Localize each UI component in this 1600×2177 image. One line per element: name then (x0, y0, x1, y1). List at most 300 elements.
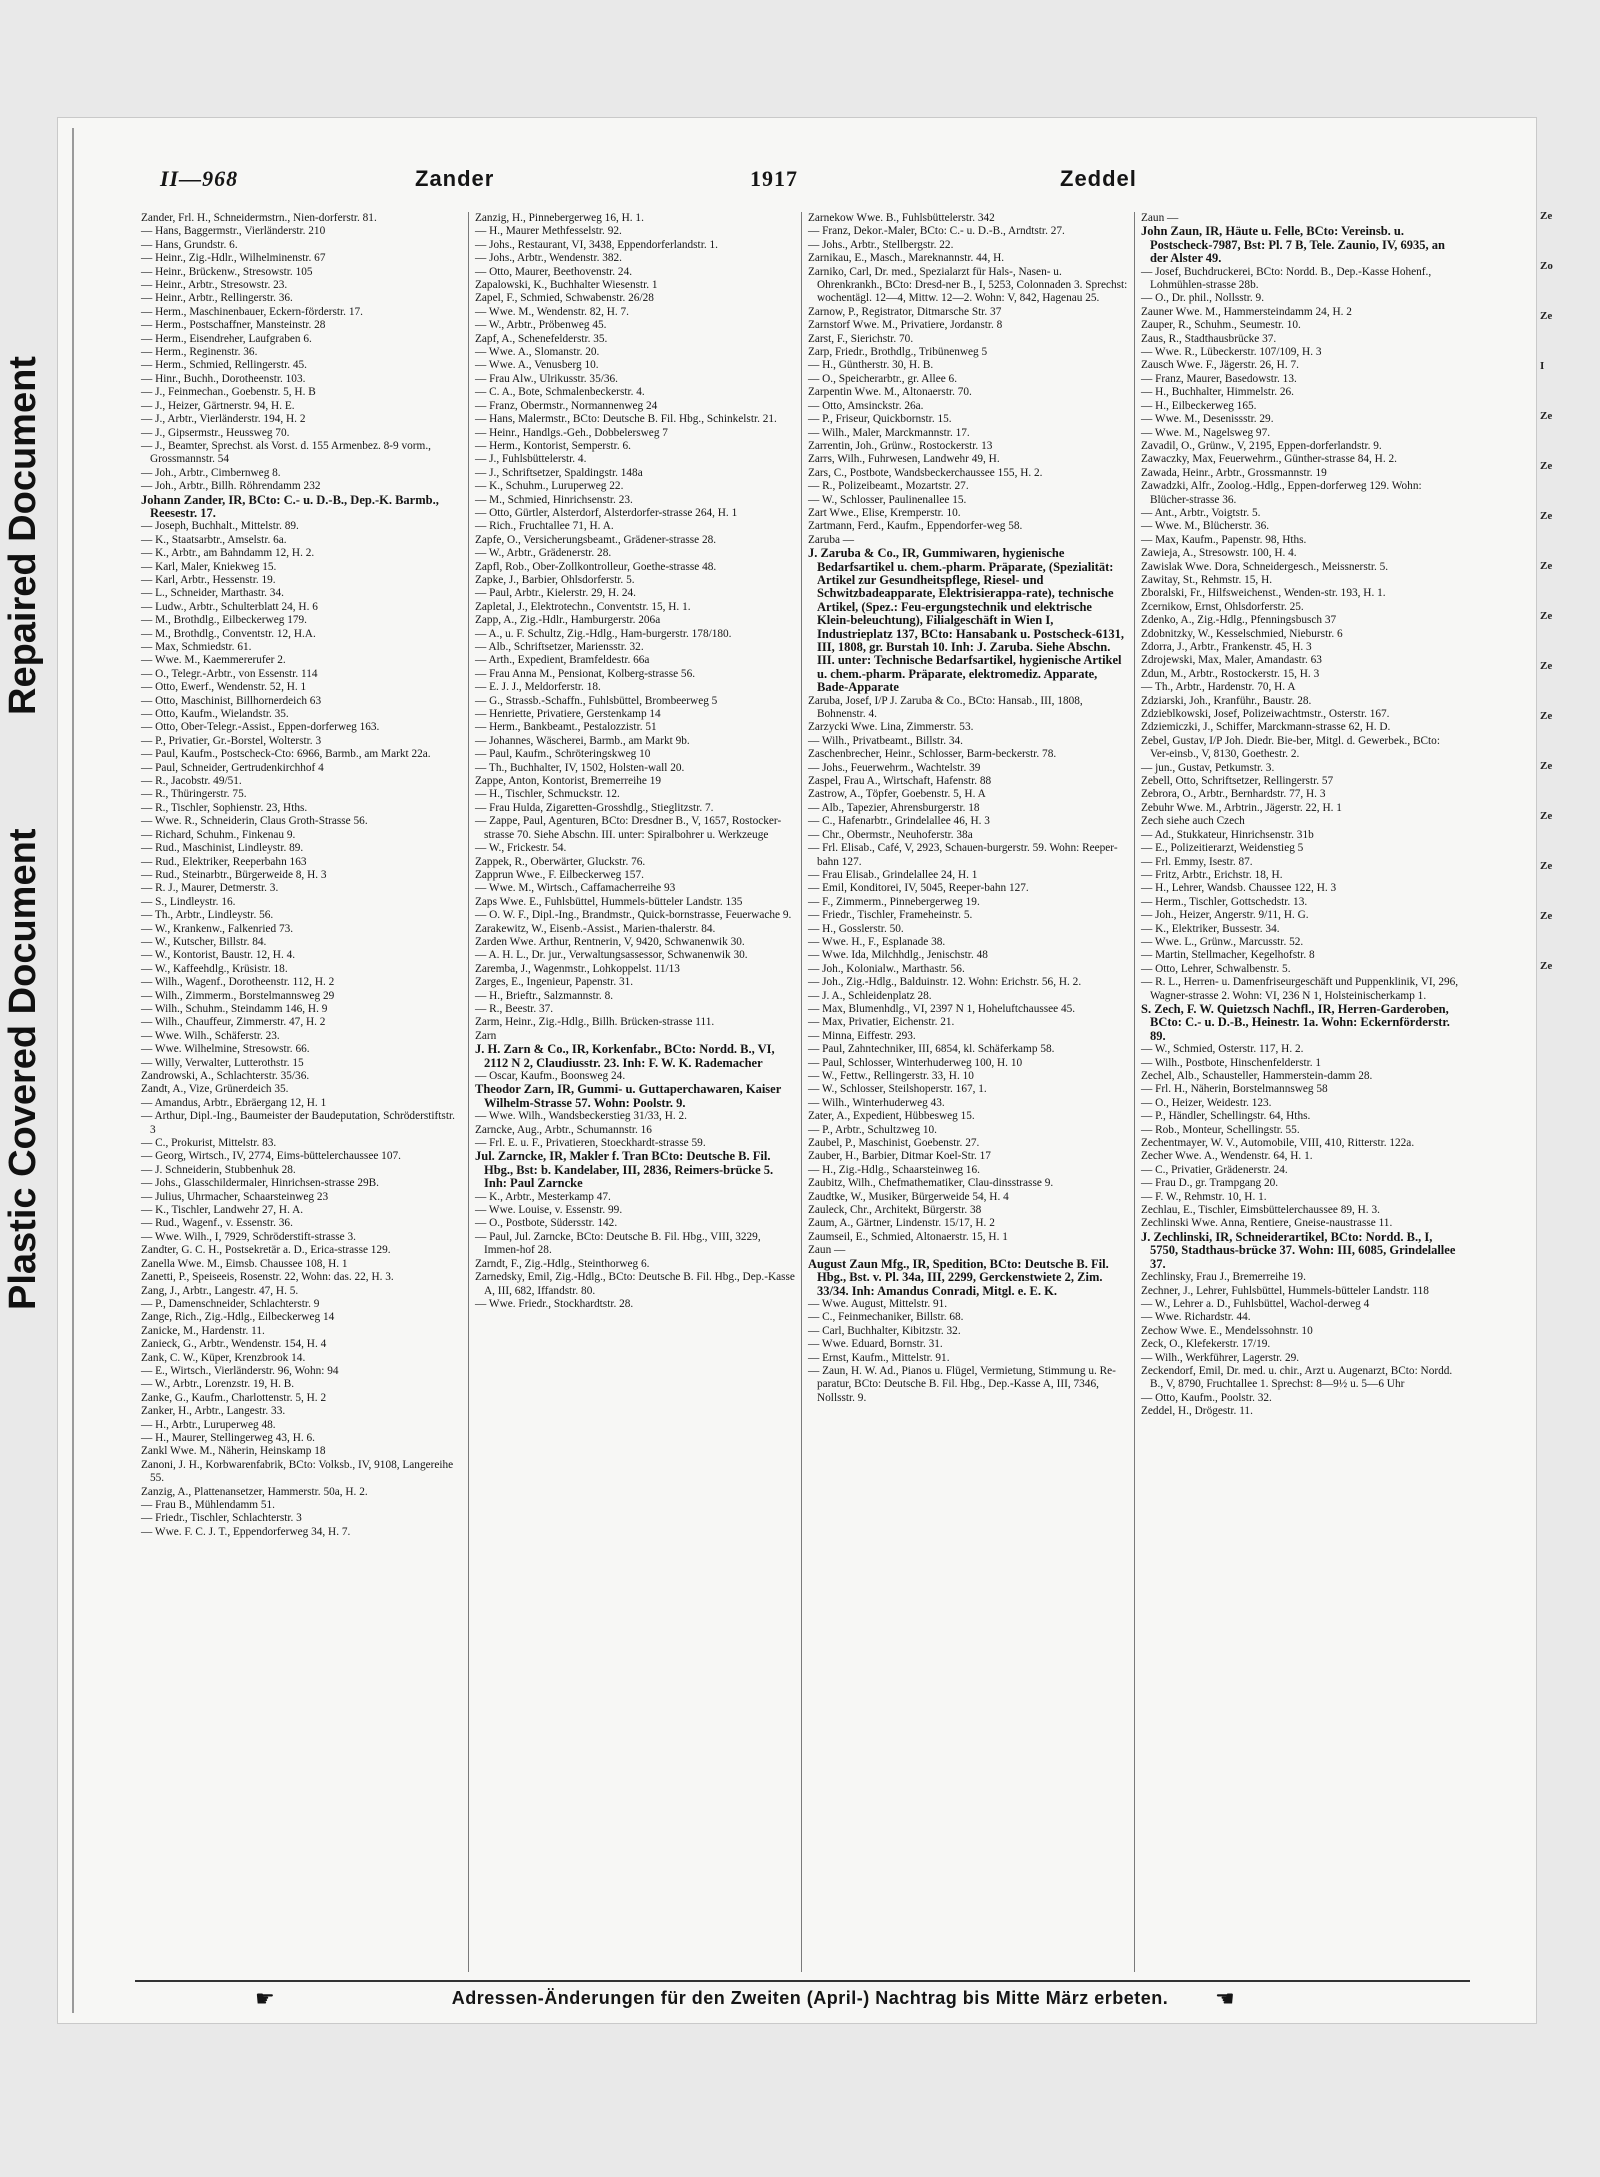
directory-entry: — P., Friseur, Quickbornstr. 15. (808, 413, 952, 426)
directory-entry: Zapalowski, K., Buchhalter Wiesenstr. 1 (475, 279, 658, 292)
directory-entry: — K., Arbtr., am Bahndamm 12, H. 2. (141, 547, 315, 560)
directory-entry: — Frau Anna M., Pensionat, Kolberg-strasse 56. (475, 667, 696, 680)
directory-entry: — Th., Arbtr., Lindleystr. 56. (141, 909, 274, 922)
directory-entry: — H., Brieftr., Salzmannstr. 8. (475, 989, 614, 1002)
directory-entry: — L., Schneider, Marthastr. 34. (141, 587, 284, 600)
directory-entry: — Wilh., Postbote, Hinschenfelderstr. 1 (1141, 1056, 1322, 1069)
directory-entry: — Ad., Stukkateur, Hinrichsenstr. 31b (1141, 828, 1314, 841)
directory-entry: — O., Speicherarbtr., gr. Allee 6. (808, 372, 958, 385)
directory-entry: — Frau Hulda, Zigaretten-Grosshdlg., Stieglitzstr. 7. (475, 801, 714, 814)
directory-entry: Zechlau, E., Tischler, Eimsbüttelerchaussee 89, H. 3. (1141, 1204, 1380, 1217)
directory-entry: Zaum, A., Gärtner, Lindenstr. 15/17, H. 2 (808, 1217, 995, 1230)
directory-entry: Zavadil, O., Grünw., V, 2195, Eppen-dorferlandstr. 9. (1141, 439, 1382, 452)
header-year: 1917 (750, 166, 798, 191)
directory-entry: Zang, J., Arbtr., Langestr. 47, H. 5. (141, 1284, 299, 1297)
directory-entry: — Georg, Wirtsch., IV, 2774, Eims-büttelerchaussee 107. (141, 1150, 401, 1163)
directory-entry: — Wwe. M., Kaemmererufer 2. (141, 654, 286, 667)
directory-entry: — O., Postbote, Südersstr. 142. (475, 1217, 618, 1230)
directory-entry: Zaremba, J., Wagenmstr., Lohkoppelst. 11/13 (475, 962, 680, 975)
directory-entry: — W., Schlosser, Steilshoperstr. 167, 1. (808, 1083, 987, 1096)
directory-entry: — Wwe. Ida, Milchhdlg., Jenischstr. 48 (808, 949, 988, 962)
bleed-text: Ze (1540, 610, 1553, 622)
directory-entry: — Wwe. Wilh., Schäferstr. 23. (141, 1029, 280, 1042)
directory-entry: Johann Zander, IR, BCto: C.- u. D.-B., Dep.-K. Barmb., Reesestr. 17. (141, 492, 439, 520)
directory-entry: — E. J. J., Meldorferstr. 18. (475, 681, 601, 694)
directory-entry: — Frl. E. u. F., Privatieren, Stoeckhardt-strasse 59. (475, 1137, 706, 1150)
directory-entry: — R., Jacobstr. 49/51. (141, 775, 242, 788)
directory-entry: — Henriette, Privatiere, Gerstenkamp 14 (475, 708, 661, 721)
directory-entry: — Heinr., Handlgs.-Geh., Dobbelersweg 7 (475, 426, 668, 439)
directory-entry: Zanzig, A., Plattenansetzer, Hammerstr. 50a, H. 2. (141, 1485, 368, 1498)
directory-entry: Zausch Wwe. F., Jägerstr. 26, H. 7. (1141, 359, 1299, 372)
directory-entry: — Wwe. M., Desenissstr. 29. (1141, 413, 1274, 426)
directory-entry: — Chr., Obermstr., Neuhoferstr. 38a (808, 828, 973, 841)
directory-entry: — Otto, Lehrer, Schwalbenstr. 5. (1141, 962, 1291, 975)
directory-entry: — Otto, Ober-Telegr.-Assist., Eppen-dorferweg 163. (141, 721, 380, 734)
directory-entry: — J., Fuhlsbüttelerstr. 4. (475, 453, 587, 466)
directory-entry: Zarn (475, 1029, 497, 1042)
directory-entry: — Paul, Kaufm., Postscheck-Cto: 6966, Barmb., am Markt 22a. (141, 748, 431, 761)
directory-entry: Zartmann, Ferd., Kaufm., Eppendorfer-weg 58. (808, 520, 1023, 533)
directory-entry: — J. Schneiderin, Stubbenhuk 28. (141, 1163, 296, 1176)
directory-entry: — G., Strassb.-Schaffn., Fuhlsbüttel, Brombeerweg 5 (475, 694, 718, 707)
directory-entry: Zeck, O., Klefekerstr. 17/19. (1141, 1338, 1271, 1351)
directory-entry: — Friedr., Tischler, Schlachterstr. 3 (141, 1512, 302, 1525)
directory-entry: — Joh., Kolonialw., Marthastr. 56. (808, 962, 965, 975)
directory-entry: Zandt, A., Vize, Grünerdeich 35. (141, 1083, 289, 1096)
directory-entry: Zapel, F., Schmied, Schwabenstr. 26/28 (475, 292, 654, 305)
directory-entry: — C., Privatier, Grädenerstr. 24. (1141, 1163, 1288, 1176)
directory-entry: Zandrowski, A., Schlachterstr. 35/36. (141, 1070, 310, 1082)
directory-entry: — Johs., Glasschildermaler, Hinrichsen-strasse 29B. (141, 1177, 379, 1190)
directory-entry: — C. A., Bote, Schmalenbeckerstr. 4. (475, 386, 645, 399)
directory-entry: — Wwe. R., Lübeckerstr. 107/109, H. 3 (1141, 346, 1322, 359)
directory-entry: Zarrs, Wilh., Fuhrwesen, Landwehr 49, H. (808, 453, 1000, 466)
directory-entry: — H., Güntherstr. 30, H. B. (808, 359, 934, 372)
directory-entry: Zech siehe auch Czech (1141, 815, 1245, 828)
directory-entry: Zawada, Heinr., Arbtr., Grossmannstr. 19 (1141, 466, 1327, 479)
directory-entry: Zawislak Wwe. Dora, Schneidergesch., Meissnerstr. 5. (1141, 560, 1389, 573)
directory-entry: — Joh., Heizer, Angerstr. 9/11, H. G. (1141, 909, 1309, 922)
directory-entry: — Joh., Zig.-Hdlg., Balduinstr. 12. Wohn: Erichstr. 56, H. 2. (808, 976, 1082, 989)
directory-entry: Zauner Wwe. M., Hammersteindamm 24, H. 2 (1141, 305, 1352, 318)
directory-entry: Zandter, G. C. H., Postsekretär a. D., Erica-strasse 129. (141, 1244, 391, 1257)
directory-entry: Zaubel, P., Maschinist, Goebenstr. 27. (808, 1137, 980, 1150)
directory-entry: — Ernst, Kaufm., Mittelstr. 91. (808, 1351, 950, 1364)
directory-entry: — Wwe. L., Grünw., Marcusstr. 52. (1141, 935, 1304, 948)
directory-entry: Zebuhr Wwe. M., Arbtrin., Jägerstr. 22, H. 1 (1141, 801, 1342, 814)
directory-entry: — Wilh., Winterhuderweg 43. (808, 1096, 945, 1109)
directory-entry: S. Zech, F. W. Quietzsch Nachfl., IR, Herren-Garderoben, BCto: C.- u. D.-B., Heinestr. 1a. Wohn: Eckernförderstr. 89. (1141, 1001, 1450, 1043)
directory-entry: Zechow Wwe. E., Mendelssohnstr. 10 (1141, 1324, 1313, 1337)
directory-entry: — jun., Gustav, Petkumstr. 3. (1141, 761, 1275, 774)
directory-entry: — R. J., Maurer, Detmerstr. 3. (141, 882, 279, 895)
directory-entry: — Otto, Ewerf., Wendenstr. 52, H. 1 (141, 681, 307, 694)
directory-columns (135, 212, 1470, 1972)
bleed-text: Ze (1540, 560, 1553, 572)
directory-entry: Zechlinski Wwe. Anna, Rentiere, Gneise-naustrasse 11. (1141, 1217, 1393, 1230)
directory-entry: — Heinr., Arbtr., Stresowstr. 23. (141, 279, 288, 292)
bleed-text: Ze (1540, 910, 1553, 922)
directory-entry: — Josef, Buchdruckerei, BCto: Nordd. B., Dep.-Kasse Hohenf., Lohmühlen-strasse 28b. (1141, 265, 1432, 292)
directory-entry: — Th., Arbtr., Hardenstr. 70, H. A (1141, 681, 1296, 694)
directory-entry: — Wilh., Maler, Marckmannstr. 17. (808, 426, 970, 439)
directory-entry: Zawadzki, Alfr., Zoolog.-Hdlg., Eppen-dorferweg 129. Wohn: Blücher-strasse 36. (1141, 480, 1422, 506)
directory-entry: — K., Arbtr., Mesterkamp 47. (475, 1190, 611, 1203)
directory-entry: — Heinr., Zig.-Hdlr., Wilhelminenstr. 67 (141, 252, 326, 265)
directory-entry: — Wwe. H., F., Esplanade 38. (808, 935, 946, 948)
directory-entry: — P., Händler, Schellingstr. 64, Hths. (1141, 1110, 1311, 1123)
bleed-text: Ze (1540, 660, 1553, 672)
directory-entry: — R., Thüringerstr. 75. (141, 788, 247, 801)
directory-entry: — Paul, Zahntechniker, III, 6854, kl. Schäferkamp 58. (808, 1043, 1055, 1056)
bleed-text: Ze (1540, 710, 1553, 722)
directory-entry: — Joh., Arbtr., Cimbernweg 8. (141, 466, 281, 479)
directory-entry: — M., Brothdlg., Conventstr. 12, H.A. (141, 627, 316, 640)
directory-entry: — Max, Schmiedstr. 61. (141, 641, 252, 653)
directory-entry: — P., Arbtr., Schultzweg 10. (808, 1123, 937, 1136)
directory-entry: Zaruba, Josef, I/P J. Zaruba & Co., BCto: Hansab., III, 1808, Bohnenstr. 4. (808, 694, 1083, 721)
directory-entry: Zarm, Heinr., Zig.-Hdlg., Billh. Brücken-strasse 111. (475, 1016, 715, 1029)
directory-entry: — Wwe. Wilhelmine, Stresowstr. 66. (141, 1043, 310, 1056)
directory-entry: Zebrora, O., Arbtr., Bernhardstr. 77, H. 3 (1141, 788, 1326, 801)
directory-entry: — Rob., Monteur, Schellingstr. 55. (1141, 1123, 1300, 1136)
pointing-hand-icon: ☛ (255, 1986, 275, 2011)
bleed-text: I (1540, 360, 1545, 372)
directory-entry: — Willy, Verwalter, Lutterothstr. 15 (141, 1056, 304, 1069)
directory-entry: — O., Heizer, Weidestr. 123. (1141, 1096, 1272, 1109)
directory-entry: — Johs., Restaurant, VI, 3438, Eppendorferlandstr. 1. (475, 238, 718, 251)
directory-entry: J. H. Zarn & Co., IR, Korkenfabr., BCto: Nordd. B., VI, 2112 N 2, Claudiusstr. 23. Inh: F. W. K. Rademacher (475, 1042, 775, 1070)
directory-entry: Zarndt, F., Zig.-Hdlg., Steinthorweg 6. (475, 1257, 650, 1270)
column-3 (801, 212, 1134, 1972)
directory-entry: Zdenko, A., Zig.-Hdlg., Pfenningsbusch 37 (1141, 614, 1337, 627)
directory-entry: — Wwe. F. C. J. T., Eppendorferweg 34, H. 7. (141, 1525, 351, 1538)
directory-entry: — Rud., Wagenf., v. Essenstr. 36. (141, 1217, 293, 1230)
directory-entry: — M., Schmied, Hinrichsenstr. 23. (475, 493, 633, 506)
directory-entry: — H., Buchhalter, Himmelstr. 26. (1141, 386, 1294, 399)
directory-entry: — K., Tischler, Landwehr 27, H. A. (141, 1204, 304, 1217)
directory-entry: — W., Kontorist, Baustr. 12, H. 4. (141, 949, 296, 962)
directory-entry: — Richard, Schuhm., Finkenau 9. (141, 828, 296, 841)
directory-entry: — J. A., Schleidenplatz 28. (808, 989, 932, 1002)
directory-entry: — Wilh., Werkführer, Lagerstr. 29. (1141, 1351, 1300, 1364)
directory-entry: — Martin, Stellmacher, Kegelhofstr. 8 (1141, 949, 1315, 962)
directory-entry: — Paul, Schlosser, Winterhuderweg 100, H. 10 (808, 1056, 1023, 1069)
directory-entry: Zechel, Alb., Schausteller, Hammerstein-damm 28. (1141, 1070, 1373, 1082)
directory-entry: — Herm., Schmied, Rellingerstr. 45. (141, 359, 307, 372)
directory-entry: — Alb., Schriftsetzer, Mariensstr. 32. (475, 641, 644, 653)
bleed-text: Ze (1540, 810, 1553, 822)
directory-entry: Zaus, R., Stadthausbrücke 37. (1141, 332, 1277, 345)
directory-entry: Zank, C. W., Küper, Krenzbrook 14. (141, 1351, 306, 1364)
directory-entry: Zarnikau, E., Masch., Mareknannstr. 44, H. (808, 252, 1005, 265)
directory-entry: — O., Dr. phil., Nollsstr. 9. (1141, 292, 1265, 305)
directory-entry: — Heinr., Brückenw., Stresowstr. 105 (141, 265, 313, 278)
directory-entry: Zarp, Friedr., Brothdlg., Tribünenweg 5 (808, 346, 988, 359)
directory-entry: — Minna, Eiffestr. 293. (808, 1029, 916, 1042)
directory-entry: — Carl, Buchhalter, Kibitzstr. 32. (808, 1324, 961, 1337)
directory-entry: J. Zaruba & Co., IR, Gummiwaren, hygienische Bedarfsartikel u. chem.-pharm. Präparate, (Spezialität: Artikel zur Gesundheitspflege, Riesel- und Schwitzbadeapparate, Elektrisierappa-rate), technische Artikel, (Spez.: Feu-ergungstechnik und elektrische Klein-beleuchtung), Filialgeschäft in Wien I, Industrieplatz 137, BCto: Hansabank u. Postscheck-6131, III, 1808, gr. Burstah 10. Inh: J. Zaruba. Siehe Abschn. III. unter: Technische Bedarfsartikel, hygienische Artikel u. chem.-pharm. Präparate, elektromediz. Apparate, Bade-Apparate (808, 546, 1124, 695)
directory-entry: — Amandus, Arbtr., Ebräergang 12, H. 1 (141, 1096, 327, 1109)
directory-entry: Zdorra, J., Arbtr., Frankenstr. 45, H. 3 (1141, 641, 1312, 653)
directory-entry: — Rich., Fruchtallee 71, H. A. (475, 520, 614, 533)
directory-entry: Zauleck, Chr., Architekt, Bürgerstr. 38 (808, 1204, 982, 1217)
pointing-hand-icon: ☛ (1215, 1986, 1235, 2011)
directory-entry: Zarden Wwe. Arthur, Rentnerin, V, 9420, Schwanenwik 30. (475, 935, 745, 948)
directory-entry: — W., Krankenw., Falkenried 73. (141, 922, 294, 935)
directory-entry: — Otto, Maurer, Beethovenstr. 24. (475, 265, 633, 278)
directory-entry: Zapf, A., Schenefelderstr. 35. (475, 332, 608, 345)
directory-entry: — Max, Privatier, Eichenstr. 21. (808, 1016, 955, 1029)
directory-entry: Zaun — (1141, 212, 1179, 224)
directory-entry: — J., Beamter, Sprechst. als Vorst. d. 155 Armenbez. 8-9 vorm., Grossmannstr. 54 (141, 439, 431, 466)
directory-entry: Zarniko, Carl, Dr. med., Spezialarzt für Hals-, Nasen- u. Ohrenkrankh., BCto: Dresd-ner B., I, 5253, Colonnaden 3. Sprechst: wochentägl. 12—4, Mittw. 12—2. Wohn: V, 842, Hagenau 25. (808, 265, 1128, 305)
directory-entry: — W., Kaffeehdlg., Krüsistr. 18. (141, 962, 288, 975)
directory-entry: Zeckendorf, Emil, Dr. med. u. chir., Arzt u. Augenarzt, BCto: Nordd. B., V, 8790, Fruchtallee 1. Sprechst: 8—9½ u. 5—6 Uhr (1141, 1364, 1453, 1391)
directory-entry: Zaudtke, W., Musiker, Bürgerweide 54, H. 4 (808, 1190, 1009, 1203)
directory-entry: — Wilh., Wagenf., Dorotheenstr. 112, H. 2 (141, 976, 335, 989)
directory-entry: Zanoni, J. H., Korbwarenfabrik, BCto: Volksb., IV, 9108, Langereihe 55. (141, 1458, 454, 1485)
directory-entry: — Franz, Dekor.-Maler, BCto: C.- u. D.-B., Arndtstr. 27. (808, 225, 1065, 238)
directory-entry: Zdrojewski, Max, Maler, Amandastr. 63 (1141, 654, 1322, 667)
directory-entry: Zebel, Gustav, I/P Joh. Diedr. Bie-ber, Mitgl. d. Gewerbek., BCto: Ver-einsb., V, 8130, Goethestr. 2. (1141, 734, 1440, 761)
directory-entry: — Max, Kaufm., Papenstr. 98, Hths. (1141, 533, 1307, 546)
directory-entry: — W., Arbtr., Grädenerstr. 28. (475, 547, 612, 560)
directory-entry: John Zaun, IR, Häute u. Felle, BCto: Vereinsb. u. Postscheck-7987, Bst: Pl. 7 B, Tele. Zaunio, IV, 6935, an der Alster 49. (1141, 224, 1445, 266)
directory-entry: Zarst, F., Sierichstr. 70. (808, 332, 914, 345)
directory-entry: — Frau D., gr. Trampgang 20. (1141, 1177, 1279, 1190)
directory-entry: — Johs., Arbtr., Wendenstr. 382. (475, 252, 622, 265)
directory-entry: — Wwe. Richardstr. 44. (1141, 1311, 1251, 1324)
directory-entry: — Wwe. Friedr., Stockhardtstr. 28. (475, 1297, 634, 1310)
directory-entry: — J., Gipsermstr., Heussweg 70. (141, 426, 290, 439)
directory-entry: — Herm., Bankbeamt., Pestalozzistr. 51 (475, 721, 657, 734)
page-number: II—968 (160, 166, 239, 191)
directory-entry: — Max, Blumenhdlg., VI, 2397 N 1, Hoheluftchaussee 45. (808, 1002, 1076, 1015)
directory-entry: — Otto, Amsinckstr. 26a. (808, 399, 924, 412)
directory-entry: — O. W. F., Dipl.-Ing., Brandmstr., Quick-bornstrasse, Feuerwache 9. (475, 909, 792, 922)
directory-entry: Zanker, H., Arbtr., Langestr. 33. (141, 1405, 286, 1418)
directory-entry: — Johs., Feuerwehrm., Wachtelstr. 39 (808, 761, 981, 774)
directory-entry: — Frl. Emmy, Isestr. 87. (1141, 855, 1253, 868)
directory-entry: — Emil, Konditorei, IV, 5045, Reeper-bahn 127. (808, 882, 1029, 895)
directory-entry: — E., Wirtsch., Vierländerstr. 96, Wohn: 94 (141, 1364, 339, 1377)
bleed-text: Ze (1540, 210, 1553, 222)
directory-entry: Zaumseil, E., Schmied, Altonaerstr. 15, H. 1 (808, 1230, 1008, 1243)
directory-entry: Zarncke, Aug., Arbtr., Schumannstr. 16 (475, 1123, 652, 1136)
directory-entry: — Paul, Kaufm., Schröteringskweg 10 (475, 748, 651, 761)
directory-entry: — K., Elektriker, Bussestr. 34. (1141, 922, 1280, 935)
directory-entry: — J., Heizer, Gärtnerstr. 94, H. E. (141, 399, 295, 412)
directory-entry: Zdziemiczki, J., Schiffer, Marckmann-strasse 62, H. D. (1141, 721, 1391, 734)
directory-entry: — W., Frickestr. 54. (475, 842, 567, 855)
directory-entry: — Wwe. August, Mittelstr. 91. (808, 1297, 948, 1310)
directory-entry: Zechner, J., Lehrer, Fuhlsbüttel, Hummels-bütteler Landstr. 118 (1141, 1284, 1429, 1297)
header-last-name: Zeddel (1060, 166, 1137, 191)
directory-entry: — Frl. H., Näherin, Borstelmannsweg 58 (1141, 1083, 1328, 1096)
directory-entry: — W., Schlosser, Paulinenallee 15. (808, 493, 967, 506)
directory-entry: — Arthur, Dipl.-Ing., Baumeister der Baudeputation, Schröderstiftstr. 3 (141, 1110, 455, 1136)
directory-entry: — W., Schmied, Osterstr. 117, H. 2. (1141, 1043, 1304, 1056)
directory-entry: — J., Arbtr., Vierländerstr. 194, H. 2 (141, 413, 306, 426)
directory-entry: Zechentmayer, W. V., Automobile, VIII, 410, Ritterstr. 122a. (1141, 1137, 1415, 1150)
directory-entry: Zarges, E., Ingenieur, Papenstr. 31. (475, 976, 634, 989)
footer-rule (135, 1980, 1470, 1982)
directory-entry: Zart Wwe., Elise, Kremperstr. 10. (808, 506, 961, 519)
directory-entry: — Herm., Eisendreher, Laufgraben 6. (141, 332, 312, 345)
directory-entry: — H., Lehrer, Wandsb. Chaussee 122, H. 3 (1141, 882, 1337, 895)
directory-entry: — H., Maurer, Stellingerweg 43, H. 6. (141, 1431, 315, 1444)
directory-entry: Zanieck, G., Arbtr., Wendenstr. 154, H. 4 (141, 1338, 327, 1351)
directory-entry: — Wilh., Zimmerm., Borstelmannsweg 29 (141, 989, 335, 1002)
directory-entry: — Zaun, H. W. Ad., Pianos u. Flügel, Vermietung, Stimmung u. Re-paratur, BCto: Deutsche B. Fil. Hbg., Dep.-Kasse A, III, 7346, Nollsstr. 9. (808, 1364, 1116, 1404)
directory-entry: — Herm., Tischler, Gottschedstr. 13. (1141, 895, 1308, 908)
directory-entry: — Hans, Baggermstr., Vierländerstr. 210 (141, 225, 326, 238)
directory-entry: — Frau Elisab., Grindelallee 24, H. 1 (808, 868, 978, 881)
directory-entry: — K., Staatsarbtr., Amselstr. 6a. (141, 533, 287, 546)
directory-entry: — J., Schriftsetzer, Spaldingstr. 148a (475, 466, 643, 479)
directory-entry: August Zaun Mfg., IR, Spedition, BCto: Deutsche B. Fil. Hbg., Bst. v. Pl. 34a, III, 2299, Gerckenstwiete 2, Zim. 33/34. Inh: Amandus Conradi, Mitgl. e. E. K. (808, 1256, 1109, 1298)
directory-entry: — W., Kutscher, Billstr. 84. (141, 935, 267, 948)
directory-entry: — Wwe. M., Blücherstr. 36. (1141, 520, 1270, 533)
directory-entry: — M., Brothdlg., Eilbeckerweg 179. (141, 614, 307, 627)
directory-entry: — E., Polizeitierarzt, Weidenstieg 5 (1141, 842, 1304, 855)
directory-entry: Zappek, R., Oberwärter, Gluckstr. 76. (475, 855, 646, 868)
directory-entry: — Joseph, Buchhalt., Mittelstr. 89. (141, 520, 299, 533)
directory-entry: — Otto, Kaufm., Poolstr. 32. (1141, 1391, 1272, 1404)
directory-entry: Zebell, Otto, Schriftsetzer, Rellingerstr. 57 (1141, 775, 1334, 788)
directory-entry: Zeddel, H., Drögestr. 11. (1141, 1405, 1253, 1418)
directory-entry: — Wwe. Wilh., I, 7929, Schröderstift-strasse 3. (141, 1230, 356, 1243)
directory-entry: — Frau Alw., Ulrikusstr. 35/36. (475, 372, 618, 385)
directory-entry: — Arth., Expedient, Bramfeldestr. 66a (475, 654, 650, 667)
directory-entry: Zauber, H., Barbier, Ditmar Koel-Str. 17 (808, 1150, 991, 1163)
directory-entry: — Wilh., Schuhm., Steindamm 146, H. 9 (141, 1002, 328, 1015)
directory-entry: Zauper, R., Schuhm., Seumestr. 10. (1141, 319, 1301, 332)
directory-entry: — P., Privatier, Gr.-Borstel, Wolterstr. 3 (141, 734, 322, 747)
page-header (160, 166, 1460, 198)
directory-entry: — Karl, Maler, Kniekweg 15. (141, 560, 277, 573)
directory-entry: — F. W., Rehmstr. 10, H. 1. (1141, 1190, 1267, 1203)
directory-entry: Zdzieblkowski, Josef, Polizeiwachtmstr., Osterstr. 167. (1141, 708, 1390, 721)
directory-entry: Zarzycki Wwe. Lina, Zimmerstr. 53. (808, 721, 974, 734)
directory-entry: — Otto, Kaufm., Wielandstr. 35. (141, 708, 289, 721)
bleed-text: Ze (1540, 760, 1553, 772)
directory-entry: — Wwe. M., Wirtsch., Caffamacherreihe 93 (475, 882, 676, 895)
directory-entry: Zanella Wwe. M., Eimsb. Chaussee 108, H. 1 (141, 1257, 348, 1270)
plastic-covered-document-label: Plastic Covered Document (2, 828, 44, 1310)
directory-entry: Zboralski, Fr., Hilfsweichenst., Wenden-str. 193, H. 1. (1141, 587, 1386, 600)
directory-entry: — K., Schuhm., Luruperweg 22. (475, 480, 624, 493)
directory-entry: Zaschenbrecher, Heinr., Schlosser, Barm-beckerstr. 78. (808, 748, 1057, 761)
directory-entry: — P., Damenschneider, Schlachterstr. 9 (141, 1297, 320, 1310)
directory-entry: — Wilh., Chauffeur, Zimmerstr. 47, H. 2 (141, 1016, 326, 1029)
directory-entry: — W., Lehrer a. D., Fuhlsbüttel, Wachol-derweg 4 (1141, 1297, 1370, 1310)
directory-entry: Zapletal, J., Elektrotechn., Conventstr. 15, H. 1. (475, 600, 691, 613)
bleed-text: Ze (1540, 410, 1553, 422)
adjacent-page-bleed (1540, 210, 1600, 1930)
directory-entry: Zdziarski, Joh., Kranführ., Baustr. 28. (1141, 694, 1312, 707)
directory-entry: — Paul, Jul. Zarncke, BCto: Deutsche B. Fil. Hbg., VIII, 3229, Immen-hof 28. (475, 1230, 761, 1257)
directory-entry: J. Zechlinski, IR, Schneiderartikel, BCto: Nordd. B., I, 5750, Stadthaus-brücke 37. Wohn: III, 6085, Grindelallee 37. (1141, 1229, 1456, 1271)
column-1 (135, 212, 468, 1972)
directory-entry: Zars, C., Postbote, Wandsbeckerchaussee 155, H. 2. (808, 466, 1043, 479)
directory-entry: — O., Telegr.-Arbtr., von Essenstr. 114 (141, 667, 318, 680)
directory-entry: Zecher Wwe. A., Wendenstr. 64, H. 1. (1141, 1150, 1313, 1163)
directory-entry: — Johs., Arbtr., Stellbergstr. 22. (808, 238, 954, 251)
directory-entry: Zander, Frl. H., Schneidermstrn., Nien-dorferstr. 81. (141, 212, 377, 224)
directory-entry: — Paul, Schneider, Gertrudenkirchhof 4 (141, 761, 324, 774)
directory-entry: — Hans, Malermstr., BCto: Deutsche B. Fil. Hbg., Schinkelstr. 21. (475, 413, 777, 426)
directory-entry: — Otto, Maschinist, Billhornerdeich 63 (141, 694, 322, 707)
directory-entry: Zapp, A., Zig.-Hdlr., Hamburgerstr. 206a (475, 614, 661, 627)
directory-entry: — Rud., Steinarbtr., Bürgerweide 8, H. 3 (141, 868, 327, 881)
footer-notice: Adressen-Änderungen für den Zweiten (April-) Nachtrag bis Mitte März erbeten. (451, 1988, 1169, 2008)
bleed-text: Ze (1540, 310, 1553, 322)
directory-entry: Jul. Zarncke, IR, Makler f. Tran BCto: Deutsche B. Fil. Hbg., Bst: b. Kandelaber, III, 2836, Reimers-brücke 5. Inh: Paul Zarncke (475, 1149, 774, 1191)
directory-entry: — Ludw., Arbtr., Schulterblatt 24, H. 6 (141, 600, 318, 613)
directory-entry: Zapke, J., Barbier, Ohlsdorferstr. 5. (475, 573, 635, 586)
directory-entry: Zcernikow, Ernst, Ohlsdorferstr. 25. (1141, 600, 1304, 613)
directory-entry: — Friedr., Tischler, Frameheinstr. 5. (808, 909, 973, 922)
header-first-name: Zander (415, 166, 495, 191)
directory-entry: — Wwe. M., Nagelsweg 97. (1141, 426, 1271, 439)
directory-entry: Theodor Zarn, IR, Gummi- u. Guttaperchawaren, Kaiser Wilhelm-Strasse 57. Wohn: Poolstr. 9. (475, 1082, 782, 1110)
directory-entry: — Wwe. Wilh., Wandsbeckerstieg 31/33, H. 2. (475, 1110, 687, 1123)
repaired-document-label: Repaired Document (2, 356, 44, 715)
directory-entry: Zappe, Anton, Kontorist, Bremerreihe 19 (475, 775, 662, 788)
directory-entry: — R., Tischler, Sophienstr. 23, Hths. (141, 801, 308, 814)
directory-entry: — Franz, Maurer, Basedowstr. 13. (1141, 372, 1297, 385)
directory-entry: Zawaczky, Max, Feuerwehrm., Günther-strasse 84, H. 2. (1141, 453, 1397, 466)
bleed-text: Ze (1540, 460, 1553, 472)
directory-entry: Zechlinsky, Frau J., Bremerreihe 19. (1141, 1271, 1306, 1284)
directory-entry: Zaps Wwe. E., Fuhlsbüttel, Hummels-bütteler Landstr. 135 (475, 895, 743, 908)
directory-entry: Zapfe, O., Versicherungsbeamt., Grädener-strasse 28. (475, 533, 717, 546)
directory-entry: — Otto, Gürtler, Alsterdorf, Alsterdorfer-strasse 264, H. 1 (475, 506, 738, 519)
column-4 (1134, 212, 1467, 1972)
directory-entry: Zange, Rich., Zig.-Hdlg., Eilbeckerweg 14 (141, 1311, 335, 1324)
directory-entry: — F., Zimmerm., Pinnebergerweg 19. (808, 895, 980, 908)
directory-entry: — Alb., Tapezier, Ahrensburgerstr. 18 (808, 801, 980, 814)
directory-entry: — W., Fettw., Rellingerstr. 33, H. 10 (808, 1070, 974, 1082)
directory-entry: — H., Zig.-Hdlg., Schaarsteinweg 16. (808, 1163, 980, 1176)
directory-entry: Zaspel, Frau A., Wirtschaft, Hafenstr. 88 (808, 775, 992, 788)
directory-entry: Zarpentin Wwe. M., Altonaerstr. 70. (808, 386, 972, 399)
bleed-text: Ze (1540, 860, 1553, 872)
directory-entry: — Frl. Elisab., Café, V, 2923, Schauen-burgerstr. 59. Wohn: Reeper-bahn 127. (808, 842, 1118, 868)
directory-entry: Zarnow, P., Registrator, Ditmarsche Str. 37 (808, 305, 1002, 318)
directory-entry: — Herm., Kontorist, Semperstr. 6. (475, 439, 631, 452)
directory-entry: — C., Prokurist, Mittelstr. 83. (141, 1137, 277, 1150)
directory-entry: — H., Tischler, Schmuckstr. 12. (475, 788, 620, 801)
directory-entry: Zapprun Wwe., F. Eilbeckerweg 157. (475, 868, 644, 881)
directory-entry: Zarnstorf Wwe. M., Privatiere, Jordanstr. 8 (808, 319, 1003, 332)
directory-entry: Zanetti, P., Speiseeis, Rosenstr. 22, Wohn: das. 22, H. 3. (141, 1271, 394, 1284)
directory-entry: — H., Gosslerstr. 50. (808, 922, 904, 935)
directory-entry: — Franz, Obermstr., Normannenweg 24 (475, 399, 658, 412)
directory-entry: — Rud., Elektriker, Reeperbahn 163 (141, 855, 307, 868)
directory-entry: — Fritz, Arbtr., Erichstr. 18, H. (1141, 868, 1283, 881)
directory-entry: — C., Feinmechaniker, Billstr. 68. (808, 1311, 964, 1324)
directory-entry: Zarnekow Wwe. B., Fuhlsbüttelerstr. 342 (808, 212, 995, 224)
directory-entry: Zapfl, Rob., Ober-Zollkontrolleur, Goethe-strasse 48. (475, 560, 717, 573)
directory-entry: Zaubitz, Wilh., Chefmathematiker, Clau-dinsstrasse 9. (808, 1177, 1054, 1190)
directory-entry: — Zappe, Paul, Agenturen, BCto: Dresdner B., V, 1657, Rostocker-strasse 70. Siehe Abschn. III. unter: Spiralbohrer u. Werkzeuge (475, 815, 782, 841)
directory-entry: — Paul, Arbtr., Kielerstr. 29, H. 24. (475, 587, 636, 600)
directory-entry: — Frau B., Mühlendamm 51. (141, 1499, 275, 1511)
